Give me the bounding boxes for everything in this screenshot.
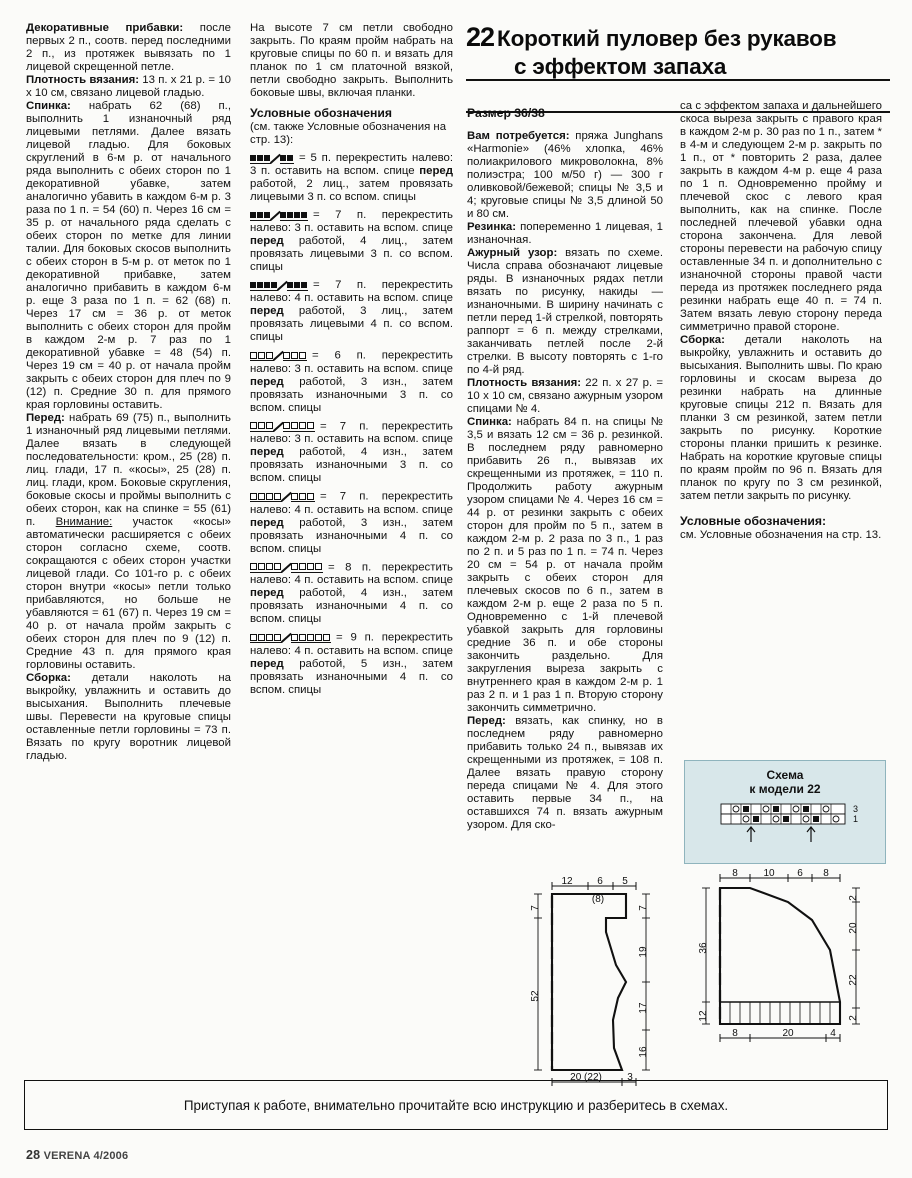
heading-rib: Резинка: (467, 221, 517, 233)
symbol-cell-group (250, 632, 282, 643)
cable-symbol-icon (250, 631, 331, 643)
legend-emphasis: перед (250, 446, 284, 458)
cable-symbol-icon (250, 349, 307, 361)
knit-stitch-cell (301, 282, 307, 288)
heading-materials: Вам потребуется: (467, 130, 570, 142)
paragraph-front-3 (467, 715, 663, 832)
knit-stitch-cell (287, 155, 293, 161)
legend-symbol-text: = 5 п. перекрестить налево: 3 п. оставить на вспом. спице (250, 152, 453, 177)
pattern-chart-box (684, 760, 886, 864)
legend-symbol-entry (250, 420, 453, 486)
legend-note-col4: см. Условные обозначения на стр. 13. (680, 529, 882, 541)
purl-stitch-cell (283, 352, 290, 359)
knit-stitch-cell (280, 212, 286, 218)
paragraph-assembly-4 (680, 334, 882, 503)
purl-stitch-cell (291, 422, 298, 429)
paragraph-gauge-3 (467, 377, 663, 416)
schematic-front-piece (518, 870, 708, 1090)
heading-lace: Ажурный узор: (467, 247, 558, 259)
legend-symbol-entry (250, 349, 453, 415)
legend-symbol-text-cont: работой, 2 лиц., затем провязать лицевыми 3 п. со вспом. спицы (250, 178, 453, 203)
purl-stitch-cell (274, 634, 281, 641)
paragraph-gauge (26, 74, 231, 100)
purl-stitch-cell (299, 634, 306, 641)
paragraph-assembly-cont: На высоте 7 см петли свободно закрыть. По краям пройм набрать на круговые спицы по 60 п. и вязать для планок по 1 см платочной вязкой, петли свободно закрыть. Выполнить боковые швы, включая планки. (250, 22, 453, 99)
cable-symbol-icon (250, 561, 323, 573)
dim-top-5: 5 (622, 876, 628, 887)
legend-symbol-text-cont: работой, 3 лиц., затем провязать лицевыми 4 п. со вспом. спицы (250, 305, 453, 343)
body-back-3: набрать 84 п. на спицы № 3,5 и вязать 12 см = 36 р. резинкой. В последнем ряду равномерно прибавить 26 п., вывязав их скрещенными из протяжек, = 110 п. Продолжить работу ажурным узором спицами № 4. Через 16 см = 44 р. от резинки закрыть с обеих сторон для пройм по 5 п., затем в каждом 2-м р. 2 раза по 3 п., 1 раз по 2 п. и 5 раз по 1 п. = 74 п. Через 20 см = 54 р. от начала пройм закрыть с обеих сторон для плечевых скосов по 6 п., затем в каждом 2-м р. еще 2 раза по 5 п. Одновременно с 1-й плечевой убавкой закрыть для горловины средние 36 п. и обе стороны закончить раздельно. Для закругления выреза закрыть с внутреннего края в каждом 2-м р. 1 раз 2 п. и 1 раз 1 п. Вторую сторону закончить симметрично. (467, 416, 663, 714)
purl-stitch-cell (250, 634, 257, 641)
legend-symbol-list (250, 152, 453, 697)
chart-row-label-3: 3 (853, 804, 859, 814)
legend-symbol-entry (250, 279, 453, 344)
text-column-3 (467, 100, 663, 832)
purl-stitch-cell (315, 563, 322, 570)
paragraph-materials (467, 130, 663, 221)
legend-symbol-text: = 7 п. перекрестить налево: 3 п. оставить на вспом. спице (250, 209, 453, 234)
purl-stitch-cell (283, 422, 290, 429)
paragraph-front (26, 412, 231, 672)
attention-label: Внимание: (55, 516, 113, 528)
paragraph-rib (467, 221, 663, 247)
paragraph-assembly (26, 672, 231, 763)
purl-stitch-cell (250, 563, 257, 570)
legend-symbol-text: = 6 п. перекрестить налево: 3 п. оставить на вспом. спице (250, 349, 453, 375)
body-rib: попеременно 1 лицевая, 1 изнаночная. (467, 221, 663, 246)
cable-cross-slash-icon (274, 421, 283, 432)
symbol-cell-group (250, 562, 282, 573)
knit-stitch-cell (250, 282, 256, 288)
symbol-cell-group (250, 421, 274, 432)
pattern-chart-title (685, 761, 885, 796)
purl-stitch-cell (291, 493, 298, 500)
legend-symbol-text-cont: работой, 4 изн., затем провязать изнаночными 3 п. со вспом. спицы (250, 446, 453, 484)
dim-top-12: 12 (561, 876, 573, 887)
dim2-bottom-8: 8 (732, 1028, 738, 1039)
heading-front-3: Перед: (467, 715, 506, 727)
legend-symbol-entry (250, 209, 453, 274)
legend-symbol-entry (250, 631, 453, 697)
purl-stitch-cell (291, 352, 298, 359)
purl-stitch-cell (258, 422, 265, 429)
purl-stitch-cell (266, 422, 273, 429)
symbol-cell-group (250, 350, 274, 361)
dim-top-paren: (8) (591, 894, 605, 905)
chart-row-label-1: 1 (853, 814, 859, 824)
cable-symbol-icon (250, 420, 315, 432)
knit-stitch-cell (264, 282, 270, 288)
knit-stitch-cell (257, 282, 263, 288)
dim-top-6: 6 (597, 876, 603, 887)
dim2-top-10: 10 (763, 868, 775, 879)
purl-stitch-cell (299, 352, 306, 359)
body-gauge-3: 22 п. х 27 р. = 10 х 10 см, связано ажурным узором спицами № 4. (467, 377, 663, 415)
dim-right-19: 19 (638, 946, 649, 958)
heading-size: Размер 36/38 (467, 106, 545, 120)
page-title-line-2: с эффектом запаха (514, 54, 727, 79)
knit-stitch-cell (257, 212, 263, 218)
dim2-bottom-20: 20 (782, 1028, 794, 1039)
front-piece-outline (552, 894, 626, 1070)
symbol-cell-group (250, 280, 278, 291)
purl-stitch-cell (250, 422, 257, 429)
heading-decorative-increases: Декоративные прибавки: (26, 22, 184, 34)
article-title-block (466, 24, 890, 80)
purl-stitch-cell (266, 493, 273, 500)
text-column-4 (680, 100, 882, 542)
purl-stitch-cell (258, 634, 265, 641)
heading-front: Перед: (26, 412, 65, 424)
purl-stitch-cell (274, 563, 281, 570)
purl-stitch-cell (274, 493, 281, 500)
dim2-left-36: 36 (698, 942, 709, 954)
dim-right-17: 17 (638, 1002, 649, 1014)
legend-symbol-text: = 7 п. перекрестить налево: 3 п. оставить на вспом. спице (250, 420, 453, 445)
cable-cross-slash-icon (271, 153, 280, 164)
knit-stitch-cell (287, 212, 293, 218)
legend-symbol-text-cont: работой, 4 изн., затем провязать изнаночными 4 п. со вспом. спицы (250, 587, 453, 625)
pattern-chart-grid (685, 798, 883, 846)
knit-stitch-cell (294, 212, 300, 218)
symbol-cell-group (250, 153, 271, 164)
dim2-right-2: 2 (848, 895, 859, 901)
cable-symbol-icon (250, 152, 294, 164)
purl-stitch-cell (258, 563, 265, 570)
dim2-right-2b: 2 (848, 1015, 859, 1021)
symbol-cell-group (280, 210, 308, 221)
paragraph-back-3 (467, 416, 663, 715)
knit-stitch-cell (257, 155, 263, 161)
cable-cross-slash-icon (274, 350, 283, 361)
dim2-bottom-4: 4 (830, 1028, 836, 1039)
body-back: набрать 62 (68) п., выполнить 1 изнаночный ряд лицевыми петлями. Далее вязать лицевой гладью. Для боковых скруглений в 6-м р. от начального ряда выполнить с обеих сторон по 1 декоративной убавке, затем аналогично убавить в каждом 6-м р. 3 раза по 1 п. = 54 (60) п. Через 16 см = 35 р. от начального ряда сделать с обеих сторон по метке для линии талии. Для боковых скосов выполнить с обеих сторон в 5-м р. от меток по 1 декоративной прибавке, затем аналогично прибавить в каждом 6-м р. еще 3 раза по 1 п. = 62 (68) п. Через 17 см = 36 р. от меток выполнить с обеих сторон для пройм в каждом 2-м р. 7 раз по 1 декоративной убавке = 48 (54) п. Через 19 см = 40 р. от начала пройм закрыть с обеих сторон для плеч по 9 (12) п. Средние 30 п. для прямого края горловины оставить. (26, 100, 231, 411)
symbol-cell-group (283, 350, 307, 361)
symbol-cell-group (280, 153, 294, 164)
dim-right-7: 7 (638, 905, 649, 911)
legend-emphasis: перед (250, 587, 284, 599)
body-lace: вязать по схеме. Числа справа обозначают лицевые ряды. В изнаночных рядах петли вязать по рисунку, накиды — изнаночными. В ширину начинать с петли перед 1-й стрелкой, повторять раппорт = 6 п. между стрелками, заканчивать петлей после 2-й стрелки. В высоту повторять с 1-го по 4-й ряд. (467, 247, 663, 376)
footer-banner-text: Приступая к работе, внимательно прочитайте всю инструкцию и разберитесь в схемах. (183, 1097, 729, 1113)
rapport-arrow-right (807, 827, 815, 842)
cable-cross-slash-icon (282, 491, 291, 502)
cable-cross-slash-icon (282, 562, 291, 573)
rapport-arrow-left (747, 827, 755, 842)
legend-symbol-text-cont: работой, 4 лиц., затем провязать лицевыми 3 п. со вспом. спицы (250, 235, 453, 273)
knit-stitch-cell (264, 155, 270, 161)
purl-stitch-cell (291, 563, 298, 570)
heading-assembly: Сборка: (26, 672, 71, 684)
legend-emphasis: перед (250, 235, 284, 247)
symbol-cell-group (291, 562, 323, 573)
legend-symbol-text: = 8 п. перекрестить налево: 4 п. оставить на вспом. спице (250, 561, 453, 586)
knit-stitch-cell (287, 282, 293, 288)
legend-emphasis: перед (250, 375, 284, 388)
purl-stitch-cell (299, 422, 306, 429)
legend-symbol-entry (250, 490, 453, 556)
dim-bottom-3: 3 (627, 1072, 633, 1083)
symbol-cell-group (291, 491, 315, 502)
page-folio (26, 1148, 128, 1162)
paragraph-front-cont: са с эффектом запаха и дальнейшего скоса выреза закрыть с правого края в каждом 2-м р. 30 раз по 1 п., затем * в 4-м и следующем 2-м р. закрыть по 1 п., от * повторить 2 раза, далее закрыть в каждом 4-м р. еще 4 раза по 1 п. Одновременно пройму и плечевой скос с левого края выполнить, как на спинке. После последней плечевой убавки одна сторона закончена. Для левой стороны перевести на рабочую спицу оставленные 34 п. и дополнительно с изнаночной стороны правой части переда из протяжек последнего ряда резинки набрать еще 40 п. = 74 п. Затем вязать левую сторону переда симметрично правой стороне. (680, 100, 882, 333)
symbol-cell-group (291, 632, 331, 643)
pattern-chart-title-line-1: Схема (766, 768, 804, 782)
heading-gauge-3: Плотность вязания: (467, 377, 582, 389)
purl-stitch-cell (291, 634, 298, 641)
page-title-line-1 (466, 24, 890, 52)
dim-left-7: 7 (530, 905, 541, 911)
dim2-right-20: 20 (848, 922, 859, 934)
model-number: 22 (466, 22, 495, 52)
schematic-back-piece (690, 862, 885, 1062)
legend-symbol-text-cont: работой, 3 изн., затем провязать изнаночными 4 п. со вспом. спицы (250, 516, 453, 555)
dim2-top-6: 6 (797, 868, 803, 879)
cable-cross-slash-icon (278, 280, 287, 291)
purl-stitch-cell (250, 352, 257, 359)
dim2-top-8: 8 (732, 868, 738, 879)
body-front-part-1: набрать 69 (75) п., выполнить 1 изнаночный ряд лицевыми петлями. Далее вязать в следующей последовательности: кром., 25 (28) п. лиц. глади, 17 п. «косы», 25 (28) п. лиц. глади, кром. Боковые скругления, боковые скосы и проймы выполнить с обеих сторон, как на спинке = 55 (61) п. (26, 412, 231, 528)
purl-stitch-cell (266, 634, 273, 641)
legend-symbol-text: = 7 п. перекрестить налево: 4 п. оставить на вспом. спице (250, 490, 453, 516)
footer-banner (24, 1080, 888, 1130)
purl-stitch-cell (258, 352, 265, 359)
purl-stitch-cell (299, 563, 306, 570)
legend-symbol-text: = 7 п. перекрестить налево: 4 п. оставить на вспом. спице (250, 279, 453, 304)
heading-gauge: Плотность вязания: (26, 74, 140, 86)
symbol-cell-group (287, 280, 308, 291)
folio-magazine: VERENA 4/2006 (43, 1150, 129, 1162)
paragraph-back (26, 100, 231, 412)
legend-emphasis: перед (250, 305, 284, 317)
legend-note-col2: (см. также Условные обозначения на стр. 13): (250, 121, 447, 146)
body-gauge: 13 п. х 21 р. = 10 х 10 см, связано лицевой гладью. (26, 74, 231, 99)
cable-cross-slash-icon (271, 210, 280, 221)
body-front-3: вязать, как спинку, но в последнем ряду равномерно прибавить только 24 п., вывязав их скрещенными из протяжек, = 108 п. Далее вязать правую сторону переда спицами № 4. Для этого оставить первые 34 п., на оставшихся 74 п. вязать ажурным узором. Для ско- (467, 715, 663, 831)
heading-back-3: Спинка: (467, 416, 512, 428)
symbol-cell-group (250, 210, 271, 221)
purl-stitch-cell (299, 493, 306, 500)
body-assembly: детали наколоть на выкройку, увлажнить и оставить до высыхания. Выполнить плечевые швы. Перевести на круговые спицы оставленные петли горловины = 73 п. Вязать по кругу воротник лицевой гладью. (26, 672, 231, 762)
body-decorative-increases: после первых 2 п., соотв. перед последними 2 п., из протяжек вывязать по 1 лицевой скрещенной петле. (26, 22, 231, 73)
paragraph-decorative-increases (26, 22, 231, 74)
symbol-cell-group (283, 421, 315, 432)
purl-stitch-cell (266, 563, 273, 570)
cable-symbol-icon (250, 490, 315, 502)
legend-symbol-text: = 9 п. перекрестить налево: 4 п. оставить на вспом. спице (250, 631, 453, 657)
knit-stitch-cell (250, 212, 256, 218)
folio-page-number: 28 (26, 1148, 41, 1162)
rib-hatching (730, 1002, 830, 1024)
heading-back: Спинка: (26, 100, 71, 112)
legend-emphasis: перед (250, 657, 284, 670)
cable-cross-slash-icon (282, 632, 291, 643)
purl-stitch-cell (323, 634, 330, 641)
purl-stitch-cell (307, 634, 314, 641)
text-column-1 (26, 22, 231, 763)
body-materials: пряжа Junghans «Harmonie» (46% хлопка, 46% полиакрилового микроволокна, 8% полиэстра; 100 м/50 г) — 300 г оливковой/бежевой; спицы № 3,5 и 4; круговые спицы № 3,5 длиной 50 и 80 см. (467, 130, 663, 220)
dim-right-16: 16 (638, 1046, 649, 1058)
dim2-right-22: 22 (848, 974, 859, 986)
knit-stitch-cell (264, 212, 270, 218)
purl-stitch-cell (307, 493, 314, 500)
legend-emphasis: перед (250, 516, 284, 529)
schematic-front-svg (518, 870, 708, 1090)
pattern-chart-title-line-2: к модели 22 (749, 782, 821, 796)
heading-legend-col2: Условные обозначения (250, 106, 393, 120)
legend-symbol-text-cont: работой, 3 изн., затем провязать изнаночными 3 п. со вспом. спицы (250, 375, 453, 414)
dim-bottom-20: 20 (22) (570, 1072, 602, 1083)
knit-stitch-cell (250, 155, 256, 161)
legend-symbol-text-cont: работой, 5 изн., затем провязать изнаночными 4 п. со вспом. спицы (250, 657, 453, 696)
heading-legend-col4: Условные обозначения: (680, 514, 827, 528)
cable-symbol-icon (250, 279, 308, 291)
knit-stitch-cell (271, 282, 277, 288)
purl-stitch-cell (266, 352, 273, 359)
dim2-top-8b: 8 (823, 868, 829, 879)
purl-stitch-cell (315, 634, 322, 641)
knit-stitch-cell (301, 212, 307, 218)
purl-stitch-cell (307, 422, 314, 429)
legend-symbol-entry (250, 561, 453, 627)
legend-emphasis: перед (419, 165, 453, 177)
page-title-text: Короткий пуловер без рукавов (497, 26, 837, 51)
dim-left-52: 52 (530, 990, 541, 1002)
schematic-back-svg (690, 862, 885, 1062)
knit-stitch-cell (280, 155, 286, 161)
purl-stitch-cell (250, 493, 257, 500)
symbol-cell-group (250, 491, 282, 502)
dim2-left-12: 12 (698, 1010, 709, 1022)
purl-stitch-cell (258, 493, 265, 500)
heading-assembly-4: Сборка: (680, 334, 725, 346)
legend-symbol-entry (250, 152, 453, 204)
body-assembly-4: детали наколоть на выкройку, увлажнить и оставить до высыхания. Выполнить швы. По краю горловины и скосам выреза до резинки набрать на длинные круговые спицы 212 п. Вязать для планки 3 см резинкой, затем петли закрыть по рисунку. Короткие стороны планки пришить к резинке. Набрать на короткие круговые спицы по краям пройм по 96 п. Вязать для планок по кругу по 3 см резинкой, затем петли закрыть по рисунку. (680, 334, 882, 502)
paragraph-lace (467, 247, 663, 377)
body-front-part-2: участок «косы» автоматически расширяется с обеих сторон согласно схеме, соотв. сокращаются с обеих сторон участки лицевой глади. Со 101-го р. с обеих сторон внутри «косы» петли только прибавляются, но больше не убавляются = 61 (67) п. Через 19 см = 40 р. от начала пройм закрыть с обеих сторон для плеч по 9 (12) п. Средние 43 п. для прямого края горловины оставить. (26, 516, 231, 671)
cable-symbol-icon (250, 209, 308, 221)
knit-stitch-cell (294, 282, 300, 288)
purl-stitch-cell (307, 563, 314, 570)
